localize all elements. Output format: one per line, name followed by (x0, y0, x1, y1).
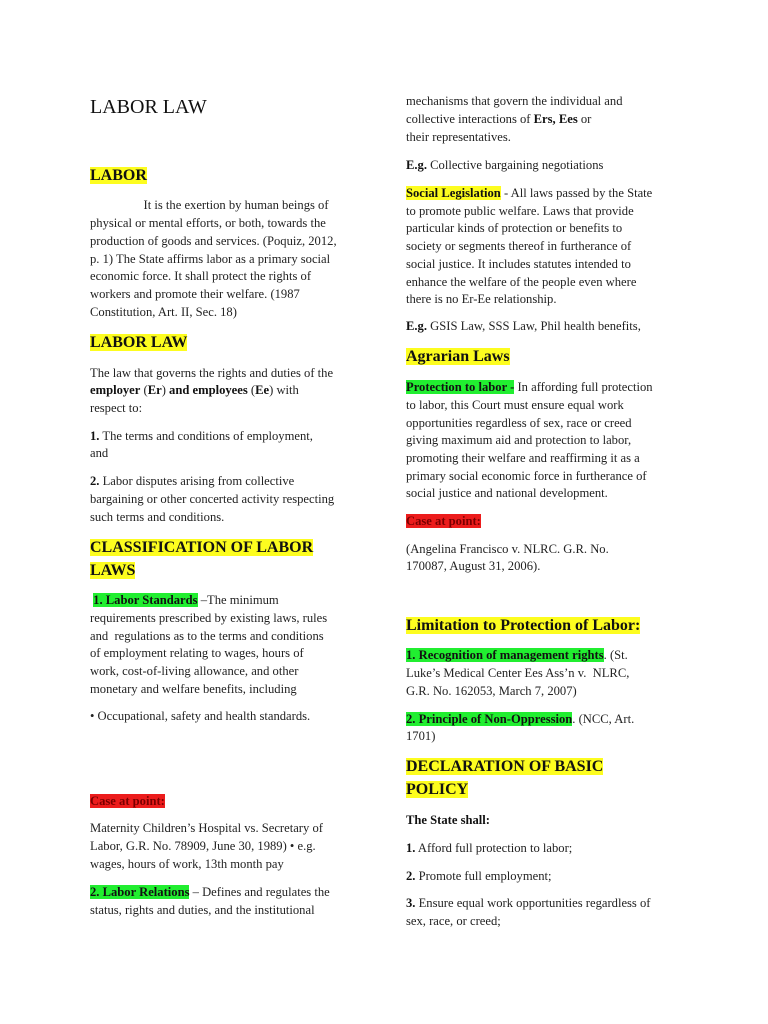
text-line (406, 512, 481, 530)
highlighted-term: 1. Labor Standards (93, 593, 198, 607)
text-segment: ) (161, 383, 170, 397)
text-line (90, 819, 323, 837)
highlighted-term: 1. Recognition of management rights (406, 648, 604, 662)
text-line (406, 128, 511, 146)
text-line (90, 399, 142, 417)
text-segment: In affording full protection (514, 380, 653, 394)
text-segment: requirements prescribed by existing laws, rules (90, 611, 328, 625)
text-segment: society or segments thereof in furtherance of (406, 239, 632, 253)
section-heading (406, 756, 603, 778)
text-line (90, 214, 326, 232)
text-segment: G.R. No. 162053, March 7, 2007) (406, 684, 577, 698)
bold-term: Er (147, 383, 162, 397)
text-segment: and (90, 446, 109, 460)
text-line (406, 484, 608, 502)
text-line (90, 364, 333, 382)
text-segment: or (577, 112, 592, 126)
text-segment: The terms and conditions of employment, (99, 429, 313, 443)
section-heading (90, 537, 313, 559)
bold-term: The State shall: (406, 813, 490, 827)
text-segment: ( (247, 383, 256, 397)
text-line (90, 591, 279, 609)
section-heading (90, 165, 147, 187)
text-segment: production of goods and services. (Poquiz, 2012, (90, 234, 337, 248)
text-line (406, 540, 609, 558)
text-line (406, 710, 634, 728)
bold-term: Ee (255, 383, 270, 397)
text-line (90, 303, 237, 321)
text-segment: collective interactions of (406, 112, 534, 126)
text-line (406, 682, 577, 700)
text-segment: –The minimum (197, 593, 279, 607)
text-segment: giving maximum aid and protection to labor, (406, 433, 632, 447)
text-segment: workers and promote their welfare. (1987 (90, 287, 300, 301)
text-segment: opportunities regardless of sex, race or creed (406, 416, 632, 430)
text-line (90, 490, 334, 508)
text-segment: Afford full protection to labor; (415, 841, 573, 855)
text-line (90, 196, 329, 214)
text-line (406, 184, 652, 202)
text-line (90, 267, 311, 285)
section-heading (90, 332, 187, 354)
text-line (90, 662, 298, 680)
text-segment: Luke’s Medical Center Ees Ass’n v. NLRC, (406, 666, 630, 680)
highlighted-term: Limitation to Protection of Labor: (406, 617, 641, 634)
text-segment: - All laws passed by the State (500, 186, 653, 200)
section-heading (90, 560, 135, 582)
text-line (406, 811, 490, 829)
text-segment: wages, hours of work, 13th month pay (90, 857, 284, 871)
text-segment: ( (140, 383, 148, 397)
text-line (90, 250, 330, 268)
text-line (406, 646, 628, 664)
text-line (406, 431, 631, 449)
text-line (406, 467, 647, 485)
text-segment: (Angelina Francisco v. NLRC. G.R. No. (406, 542, 609, 556)
bold-term: 1. (90, 429, 100, 443)
bold-term: Ers, Ees (533, 112, 578, 126)
bold-term: 3. (406, 896, 416, 910)
highlighted-term: 2. Principle of Non-Oppression (406, 712, 573, 726)
highlighted-term: 2. Labor Relations (90, 885, 190, 899)
section-heading (406, 615, 640, 637)
text-line (406, 664, 629, 682)
highlighted-term: Social Legislation (406, 186, 501, 200)
highlighted-term: POLICY (406, 781, 469, 798)
text-segment: Ensure equal work opportunities regardless of (415, 896, 651, 910)
text-segment: – Defines and regulates the (189, 885, 330, 899)
text-segment: bargaining or other concerted activity respecting (90, 492, 335, 506)
highlighted-term: Case at point: (406, 514, 481, 528)
bold-term: E.g. (406, 319, 427, 333)
text-line (406, 839, 572, 857)
text-line (406, 202, 634, 220)
text-segment: such terms and conditions. (90, 510, 225, 524)
bold-term: 1. (406, 841, 416, 855)
text-segment: Collective bargaining negotiations (427, 158, 604, 172)
text-line (90, 901, 315, 919)
text-segment: Labor disputes arising from collective (99, 474, 295, 488)
text-line (406, 449, 640, 467)
text-segment: 1701) (406, 729, 436, 743)
text-line (90, 427, 313, 445)
text-segment: primary social economic force in furtherance of (406, 469, 647, 483)
text-segment: . (St. (603, 648, 628, 662)
text-segment: and regulations as to the terms and conditions (90, 629, 324, 643)
text-line (406, 894, 650, 912)
text-segment: • Occupational, safety and health standards. (90, 709, 311, 723)
text-segment: ) with (269, 383, 299, 397)
text-segment: there is no Er-Ee relationship. (406, 292, 557, 306)
text-line (406, 317, 641, 335)
highlighted-term: Protection to labor - (406, 380, 515, 394)
text-segment: to labor, this Court must ensure equal work (406, 398, 624, 412)
text-line (406, 867, 552, 885)
text-segment: The law that governs the rights and duties of the (90, 366, 334, 380)
text-line (90, 381, 299, 399)
text-line (406, 396, 624, 414)
text-line (90, 444, 108, 462)
text-line (406, 110, 591, 128)
text-line (90, 609, 327, 627)
text-line (406, 156, 603, 174)
text-segment: Promote full employment; (415, 869, 552, 883)
bold-term: E.g. (406, 158, 427, 172)
highlighted-term: Case at point: (90, 794, 165, 808)
highlighted-term: LABOR (90, 167, 147, 184)
text-line (406, 912, 501, 930)
text-segment: particular kinds of protection or benefits to (406, 221, 623, 235)
text-segment: physical or mental efforts, or both, towards the (90, 216, 326, 230)
document-title (90, 94, 207, 120)
text-segment: economic force. It shall protect the rights of (90, 269, 312, 283)
bold-term: and employees (169, 383, 248, 397)
text-line (90, 644, 304, 662)
section-heading (406, 346, 510, 368)
text-segment: social justice and national development. (406, 486, 608, 500)
text-segment: GSIS Law, SSS Law, Phil health benefits, (427, 319, 641, 333)
text-segment: It is the exertion by human beings of (90, 198, 329, 212)
bold-term: employer (90, 383, 141, 397)
text-line (406, 273, 636, 291)
section-heading (406, 779, 468, 801)
highlighted-term: Agrarian Laws (406, 348, 510, 365)
text-segment: enhance the welfare of the people even where (406, 275, 637, 289)
text-line (406, 290, 556, 308)
text-line (406, 255, 631, 273)
text-line (90, 627, 324, 645)
text-segment: work, cost-of-living allowance, and other (90, 664, 299, 678)
text-line (406, 378, 653, 396)
text-line (90, 792, 165, 810)
bold-term: 2. (90, 474, 100, 488)
highlighted-term: DECLARATION OF BASIC (406, 758, 604, 775)
text-segment: promoting their welfare and reaffirming it as a (406, 451, 640, 465)
text-line (90, 285, 300, 303)
text-segment: p. 1) The State affirms labor as a primary social (90, 252, 331, 266)
text-line (90, 707, 310, 725)
text-segment: LABOR LAW (90, 96, 207, 118)
text-line (406, 219, 622, 237)
text-segment: 170087, August 31, 2006). (406, 559, 541, 573)
bold-term: 2. (406, 869, 416, 883)
text-segment: mechanisms that govern the individual and (406, 94, 623, 108)
text-line (406, 557, 540, 575)
text-segment: of employment relating to wages, hours of (90, 646, 304, 660)
text-segment: Labor, G.R. No. 78909, June 30, 1989) • e.g. (90, 839, 316, 853)
highlighted-term: LAWS (90, 562, 136, 579)
text-line (406, 727, 435, 745)
text-line (90, 837, 316, 855)
text-line (406, 414, 632, 432)
text-line (90, 508, 224, 526)
text-segment: Maternity Children’s Hospital vs. Secretary of (90, 821, 323, 835)
text-line (90, 472, 294, 490)
text-segment: to promote public welfare. Laws that provide (406, 204, 634, 218)
text-segment: . (NCC, Art. (572, 712, 635, 726)
text-line (406, 92, 623, 110)
text-line (90, 680, 297, 698)
text-segment: sex, race, or creed; (406, 914, 501, 928)
text-line (90, 883, 330, 901)
text-segment: Constitution, Art. II, Sec. 18) (90, 305, 237, 319)
text-segment: respect to: (90, 401, 143, 415)
text-line (406, 237, 631, 255)
highlighted-term: CLASSIFICATION OF LABOR (90, 539, 314, 556)
text-line (90, 232, 337, 250)
text-segment: their representatives. (406, 130, 511, 144)
text-line (90, 855, 284, 873)
text-segment: social justice. It includes statutes intended to (406, 257, 631, 271)
text-segment: status, rights and duties, and the institutional (90, 903, 315, 917)
highlighted-term: LABOR LAW (90, 334, 188, 351)
text-segment: monetary and welfare benefits, including (90, 682, 297, 696)
